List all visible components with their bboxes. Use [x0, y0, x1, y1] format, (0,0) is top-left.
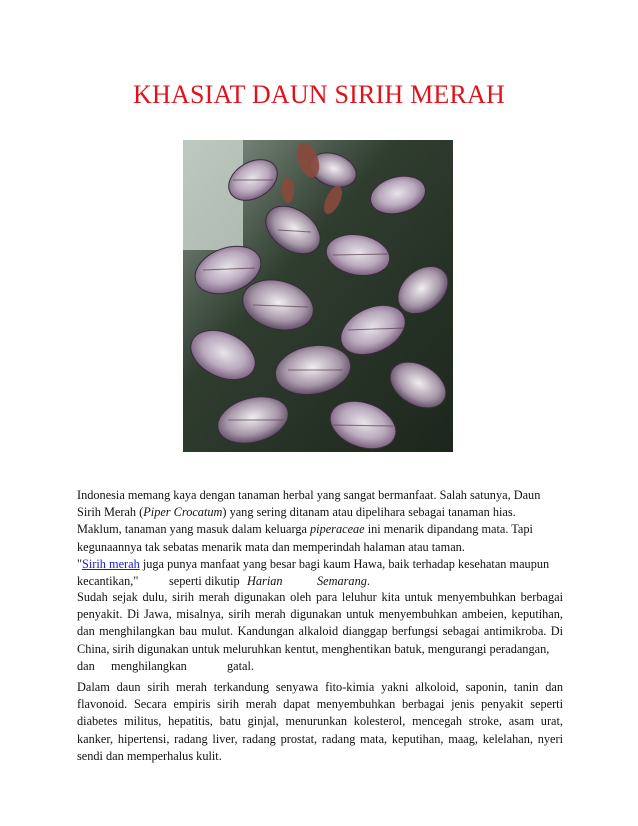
page-title: KHASIAT DAUN SIRIH MERAH: [133, 80, 505, 109]
paragraph-body: Sudah sejak dulu, sirih merah digunakan oleh para leluhur kita untuk menyembuhkan berbagai penyakit. Di Jawa, misalnya, sirih merah digunakan untuk menyembuhkan ambeien, keputihan, dan menghilangkan bau mulut. Kandungan alkaloid dianggap berfungsi sebagai antimikroba. Di China, sirih digunakan untuk meluruhkan kentut, menghentikan batuk, mengurangi peradangan,: [77, 590, 563, 656]
text-line: kecantikan," seperti dikutip Harian Semarang.: [77, 574, 370, 589]
benefits-paragraph: Dalam daun sirih merah terkandung senyawa fito-kimia yakni alkoloid, saponin, tanin dan flavonoid. Secara empiris sirih merah dapat menyembuhkan berbagai jenis penyakit seperti diabetes militus, hepatitis, batu ginjal, menurunkan kolesterol, mencegah stroke, asam urat, kanker, hipertensi, radang liver, radang prostat, radang mata, keputihan, maag, kelelahan, nyeri sendi dan memperhalus kulit.: [77, 680, 563, 763]
text-line: dan menghilangkan gatal.: [77, 658, 254, 673]
history-paragraph: [77, 589, 563, 675]
sirih-merah-link[interactable]: Sirih merah: [82, 556, 140, 571]
text-line: kegunaannya tak sebatas menarik mata dan memperindah halaman atau taman.: [77, 539, 465, 554]
text-line: Sirih Merah (Piper Crocatum) yang sering ditanam atau dipelihara sebagai tanaman hias.: [77, 505, 516, 520]
text-line: Maklum, tanaman yang masuk dalam keluarga piperaceae ini menarik dipandang mata. Tapi: [77, 522, 533, 537]
red-betel-leaf-photo: [183, 140, 453, 452]
plant-illustration: [183, 140, 453, 452]
intro-paragraph: [77, 487, 563, 590]
text-line: Indonesia memang kaya dengan tanaman herbal yang sangat bermanfaat. Salah satunya, Daun: [77, 488, 541, 502]
text-line: "Sirih merah juga punya manfaat yang besar bagi kaum Hawa, baik terhadap kesehatan maupun: [77, 556, 550, 571]
